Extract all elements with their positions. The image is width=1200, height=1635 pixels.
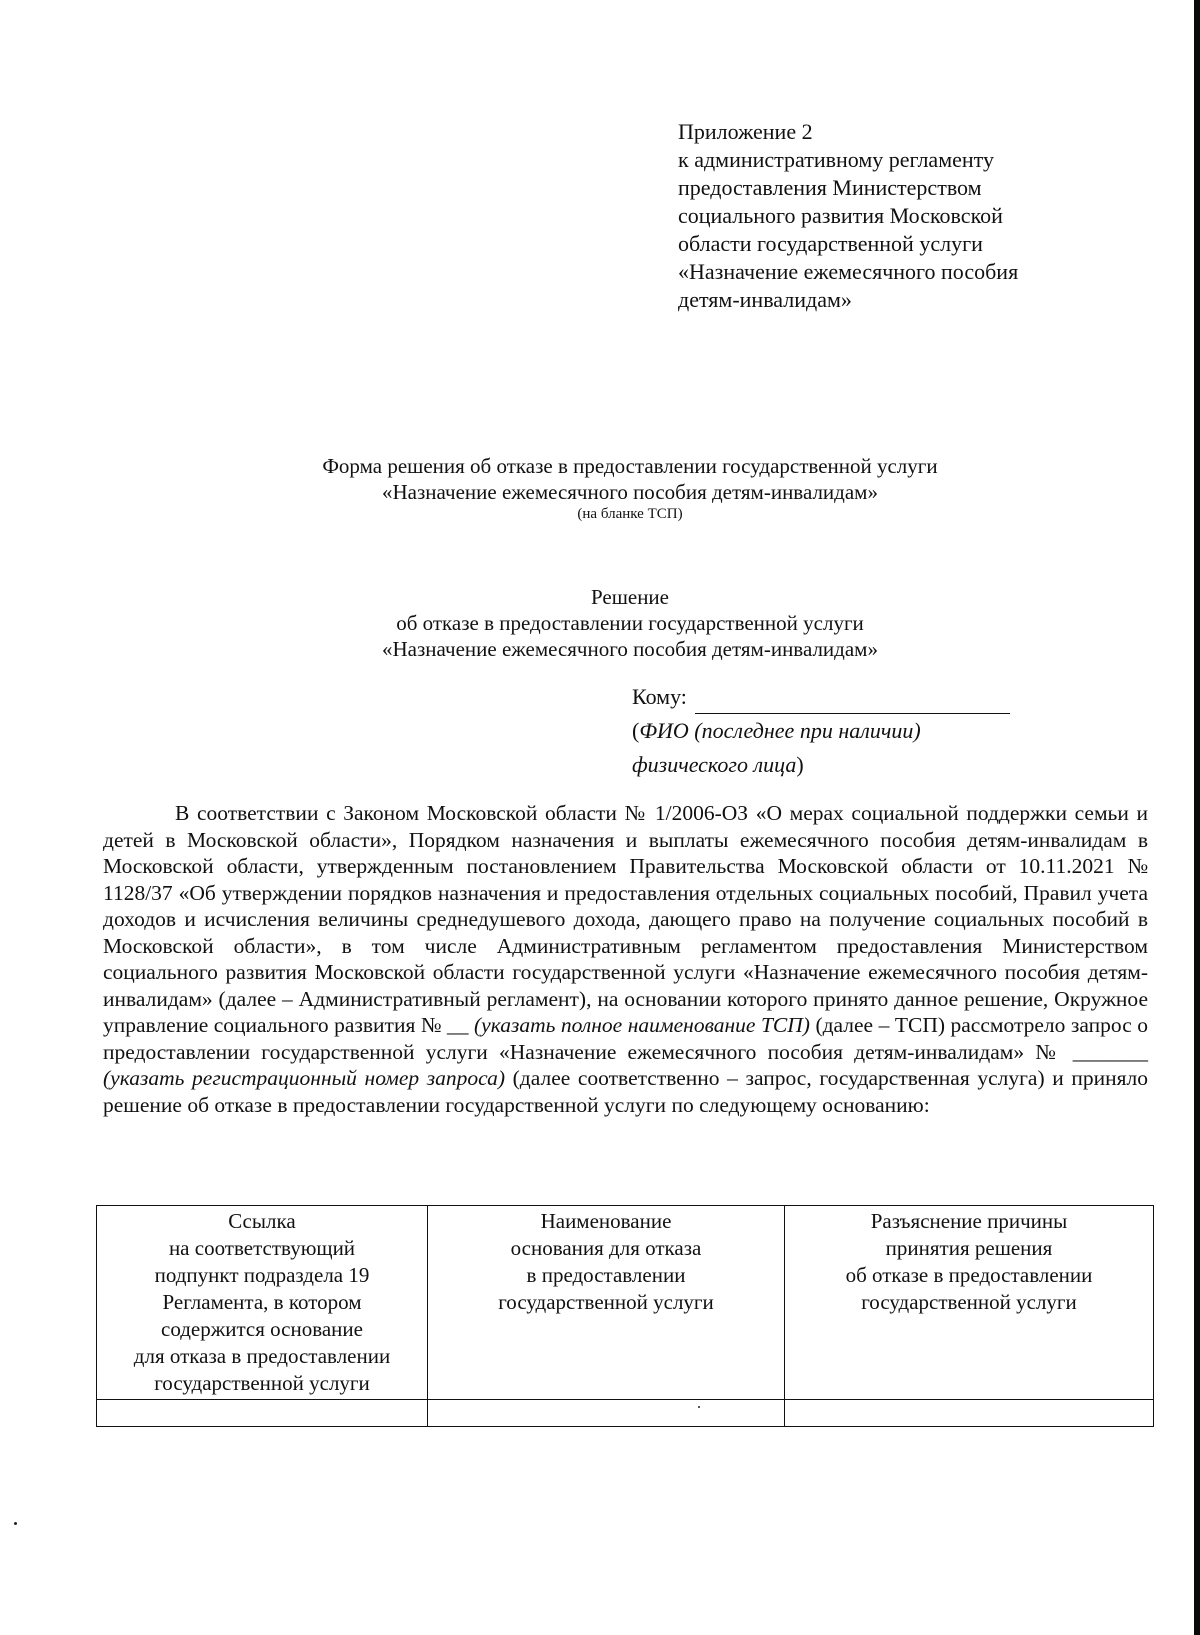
appendix-header: [678, 118, 1078, 314]
form-title-line-2: «Назначение ежемесячного пособия детям-инвалидам»: [382, 480, 878, 504]
scan-border: [1194, 0, 1200, 1635]
table-header-reason-name: [428, 1206, 785, 1400]
appendix-line: Приложение 2: [678, 119, 813, 144]
body-text-part-3: (далее соответственно – запрос, государственная услуга) и приняло решение об отказе в предоставлении государственной услуги по следующему основанию:: [103, 1066, 1148, 1117]
form-title: [200, 453, 1060, 505]
body-italic-hint-1: (указать полное наименование ТСП): [474, 1013, 810, 1037]
table-header-text: Разъяснение причины принятия решения об отказе в предоставлении государственной услуги: [845, 1209, 1093, 1314]
appendix-line: социального развития Московской: [678, 203, 1003, 228]
appendix-line: «Назначение ежемесячного пособия: [678, 259, 1019, 284]
recipient-blank-field[interactable]: [695, 689, 1010, 714]
recipient-open-paren: (: [632, 718, 640, 743]
recipient-block: [632, 680, 1052, 782]
decision-subtitle-line-2: «Назначение ежемесячного пособия детям-инвалидам»: [382, 637, 878, 661]
table-header-row: [97, 1206, 1154, 1400]
recipient-label: Кому:: [632, 684, 687, 709]
appendix-line: детям-инвалидам»: [678, 287, 852, 312]
recipient-hint-text-1: ФИО (последнее при наличии): [639, 718, 921, 743]
form-title-line-1: Форма решения об отказе в предоставлении государственной услуги: [322, 454, 938, 478]
appendix-line: к административному регламенту: [678, 147, 994, 172]
table-cell[interactable]: [428, 1400, 785, 1427]
recipient-hint-line-1: [632, 714, 1052, 748]
appendix-line: предоставления Министерством: [678, 175, 982, 200]
refusal-reasons-table: [96, 1205, 1154, 1427]
body-text-part-1: В соответствии с Законом Московской области № 1/2006-ОЗ «О мерах социальной поддержки семьи и детей в Московской области», Порядком назначения и выплаты ежемесячного пособия детям-инвалидам в Московской области, утвержденным постановлением Правительства Московской области от 10.11.2021 № 1128/37 «Об утверждении порядков назначения и предоставления отдельных социальных пособий, Правил учета доходов и исчисления величины среднедушевого дохода, дающего право на получение социальных пособий в Московской области», в том числе Административным регламентом предоставления Министерством социального развития Московской области государственной услуги «Назначение ежемесячного пособия детям-инвалидам» (далее – Административный регламент), на основании которого принято данное решение, Окружное управление социального развития № __: [103, 801, 1148, 1037]
table-header-reference: [97, 1206, 428, 1400]
table-header-explanation: [785, 1206, 1154, 1400]
recipient-close-paren: ): [796, 752, 804, 777]
recipient-line: [632, 680, 1052, 714]
table-header-text: Наименование основания для отказа в предоставлении государственной услуги: [498, 1209, 714, 1314]
body-text-part-2: (далее – ТСП) рассмотрело запрос о предоставлении государственной услуги «Назначение ежемесячного пособия детям-инвалидам» № _______: [103, 1013, 1148, 1064]
body-italic-hint-2: (указать регистрационный номер запроса): [103, 1066, 506, 1090]
table-cell[interactable]: [785, 1400, 1154, 1427]
table-cell[interactable]: [97, 1400, 428, 1427]
form-note: (на бланке ТСП): [577, 506, 683, 522]
recipient-hint-text-2: физического лица: [632, 752, 797, 777]
recipient-hint-line-2: [632, 748, 1052, 782]
table-row: [97, 1400, 1154, 1427]
appendix-line: области государственной услуги: [678, 231, 983, 256]
decision-paragraph: [103, 800, 1148, 1118]
table-header-text: Ссылка на соответствующий подпункт подраздела 19 Регламента, в котором содержится основание для отказа в предоставлении государственной услуги: [133, 1209, 391, 1395]
decision-subtitle-line-1: об отказе в предоставлении государственной услуги: [396, 611, 864, 635]
scan-speck: [14, 1522, 17, 1525]
decision-title-word: Решение: [590, 585, 669, 609]
decision-title: [200, 584, 1060, 662]
decision-body: [103, 800, 1148, 1118]
scan-speck: [698, 1406, 700, 1408]
